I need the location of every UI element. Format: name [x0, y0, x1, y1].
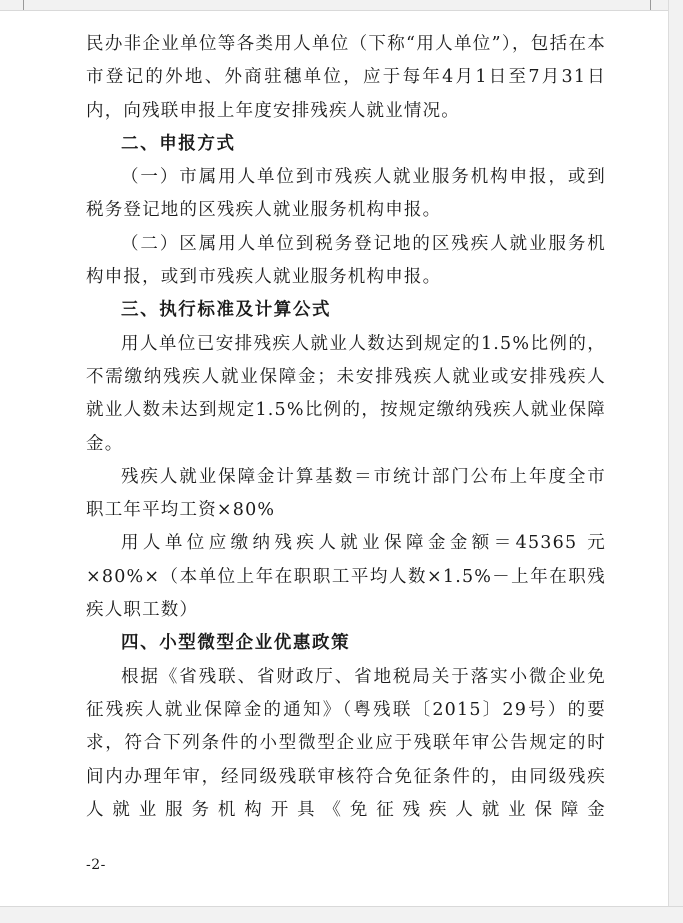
- page-corner-mark-left: [0, 0, 24, 10]
- paragraph-continued-intro: 民办非企业单位等各类用人单位（下称“用人单位”），包括在本市登记的外地、外商驻穗单位，应于每年4月1日至7月31日内，向残联申报上年度安排残疾人就业情况。: [86, 34, 606, 121]
- heading-section-4: 四、小型微型企业优惠政策: [121, 633, 351, 654]
- paragraph-formula-amount: 用人单位应缴纳残疾人就业保障金金额＝45365 元×80%×（本单位上年在职职工平均人数×1.5%－上年在职残疾人职工数）: [86, 533, 606, 621]
- paragraph-small-enterprise-policy: 根据《省残联、省财政厅、省地税局关于落实小微企业免征残疾人就业保障金的通知》（粤残联〔2015〕29号）的要求，符合下列条件的小型微型企业应于残联年审公告规定的时间内办理年审，经同级残联审核符合免征条件的，由同级残疾人就业服务机构开具《免征残疾人就业保障金: [86, 666, 606, 820]
- viewer-right-edge: [668, 0, 683, 923]
- paragraph-formula-base: 残疾人就业保障金计算基数＝市统计部门公布上年度全市职工年平均工资×80%: [86, 466, 606, 521]
- viewer-bottom-edge: [0, 906, 683, 923]
- heading-section-3: 三、执行标准及计算公式: [121, 300, 332, 321]
- page-corner-mark-right: [650, 0, 669, 10]
- heading-section-2: 二、申报方式: [121, 133, 236, 154]
- paragraph-standard: 用人单位已安排残疾人就业人数达到规定的1.5%比例的，不需缴纳残疾人就业保障金；未安排残疾人就业或安排残疾人就业人数未达到规定1.5%比例的，按规定缴纳残疾人就业保障金。: [86, 333, 606, 454]
- viewer-top-edge: [0, 0, 683, 11]
- paragraph-method-1: （一）市属用人单位到市残疾人就业服务机构申报，或到税务登记地的区残疾人就业服务机构申报。: [86, 167, 606, 221]
- paragraph-method-2: （二）区属用人单位到税务登记地的区残疾人就业服务机构申报，或到市残疾人就业服务机构申报。: [86, 233, 606, 288]
- document-body: [86, 28, 606, 827]
- page-number: -2-: [86, 857, 106, 873]
